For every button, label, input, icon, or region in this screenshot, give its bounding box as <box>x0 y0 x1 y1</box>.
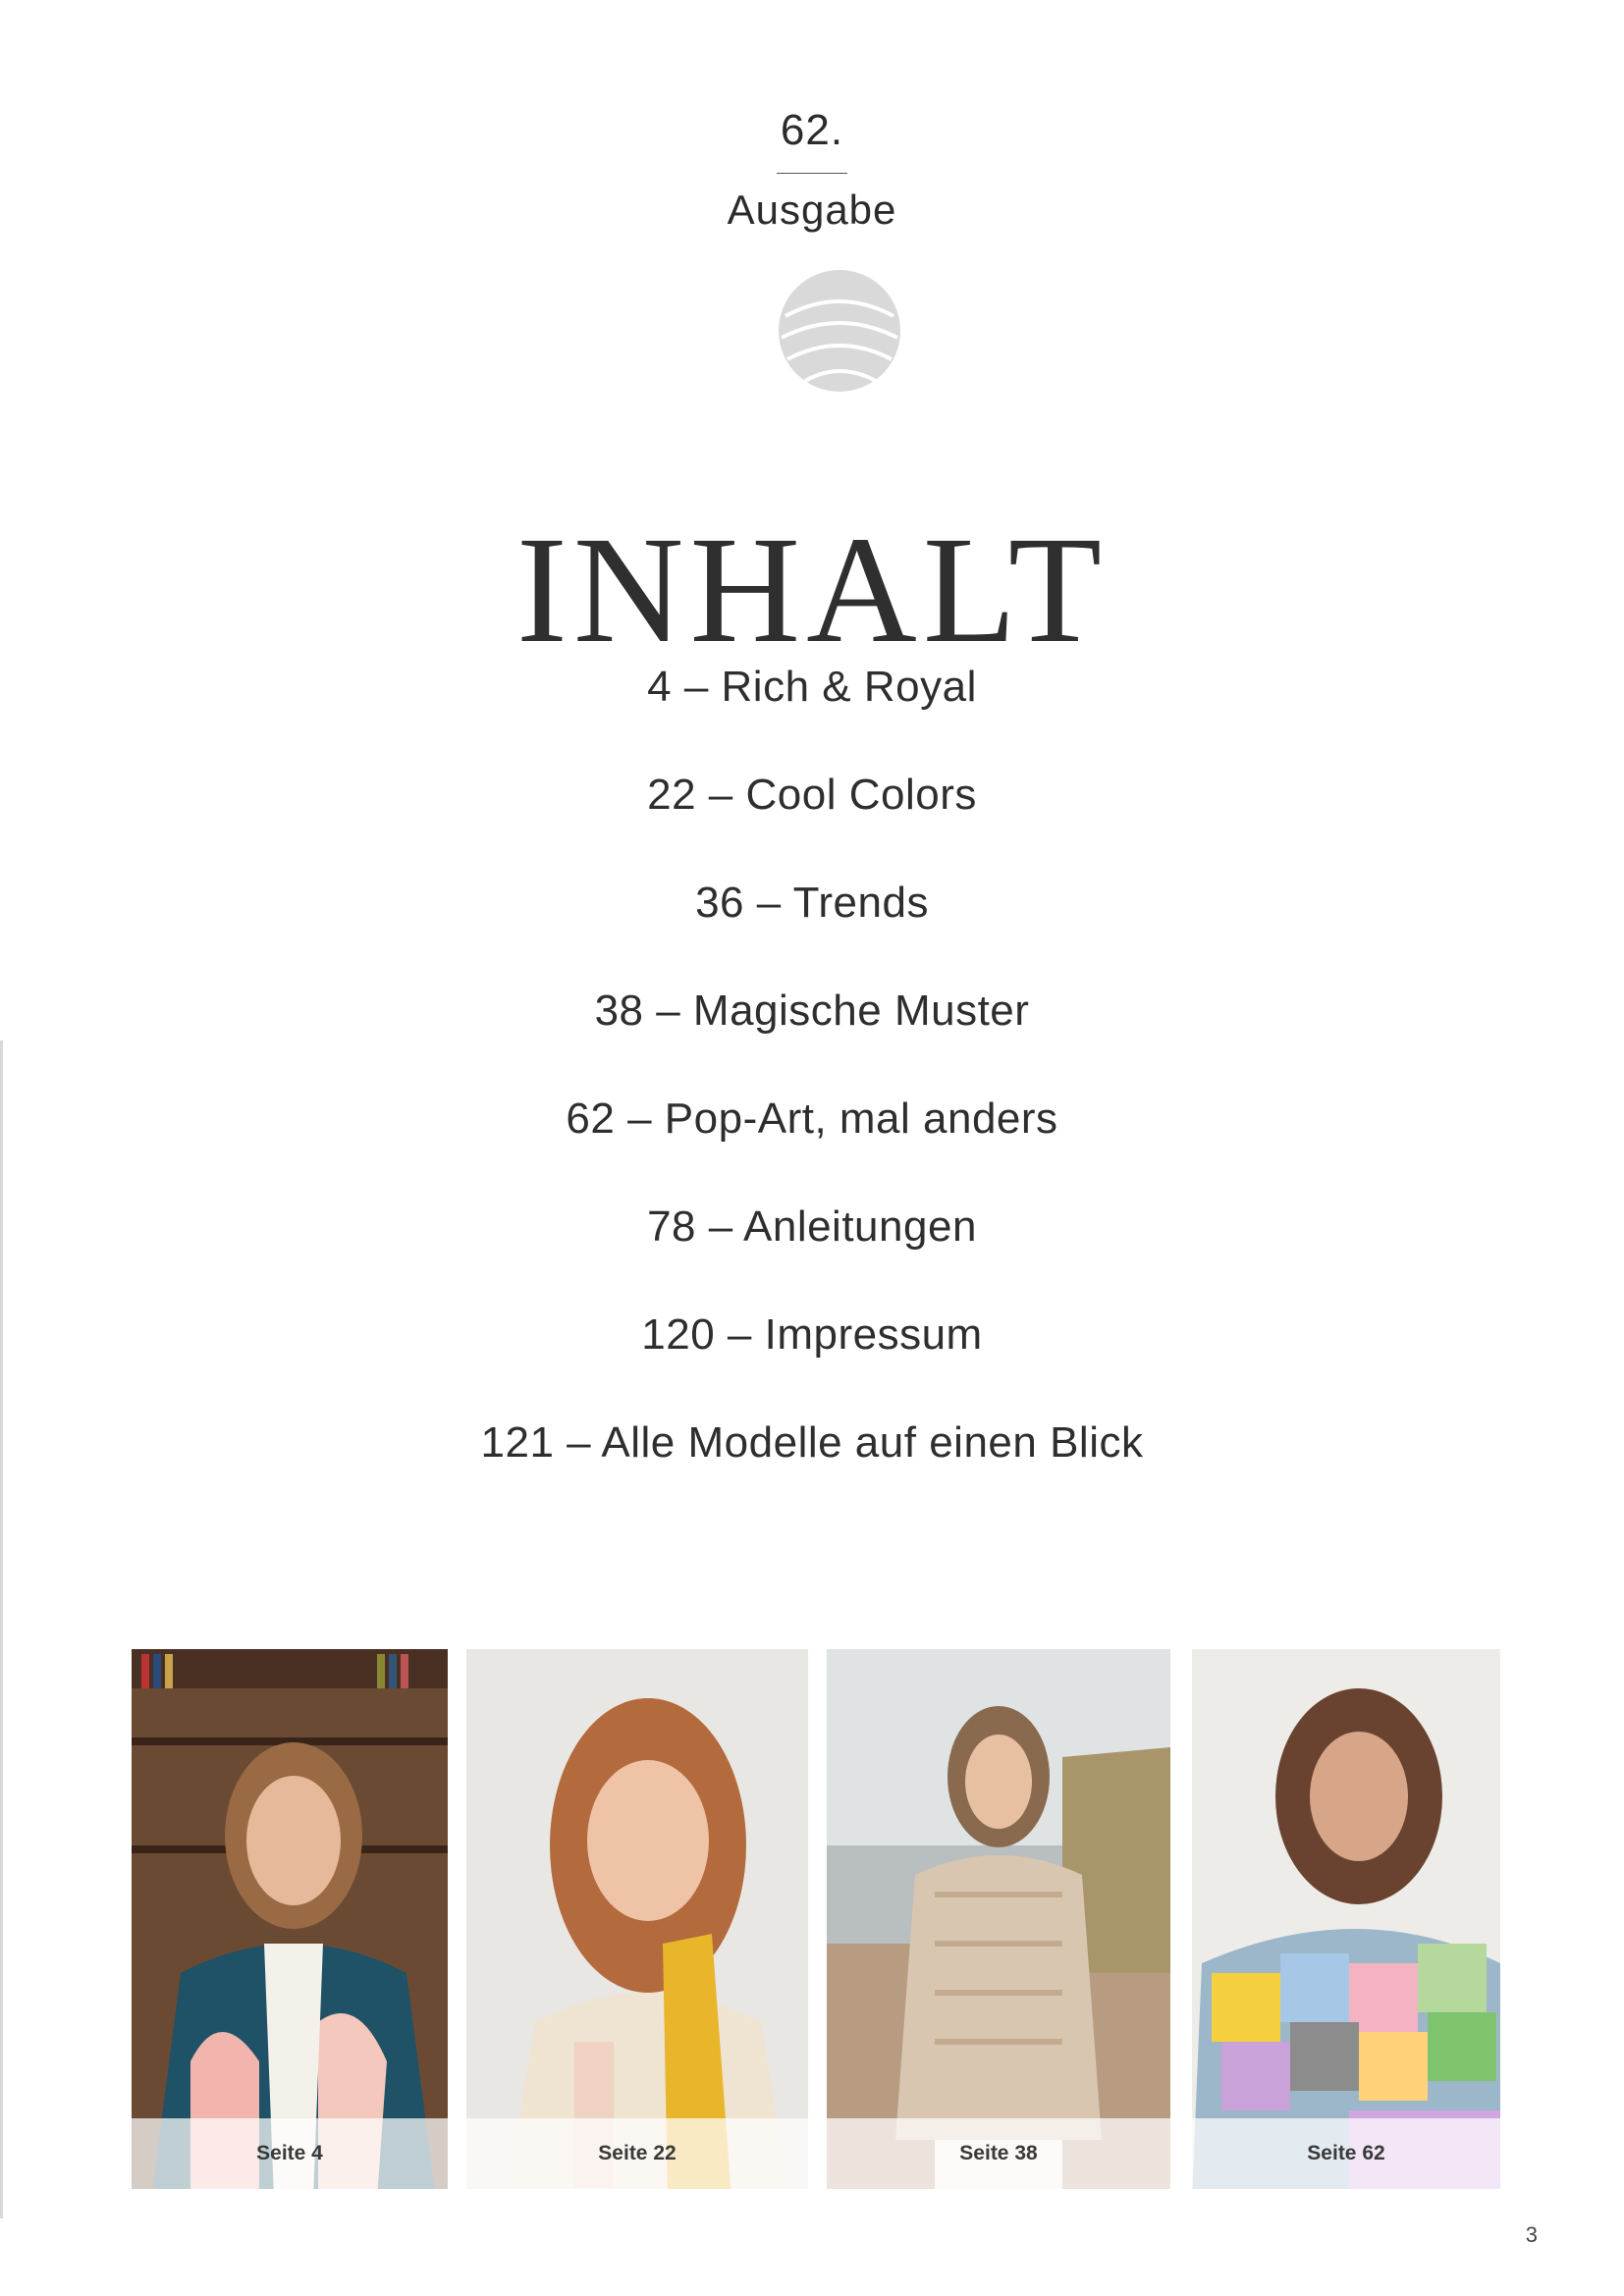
toc-item: 36 – Trends <box>695 879 929 927</box>
toc-item: 62 – Pop-Art, mal anders <box>566 1095 1058 1143</box>
toc-item: 120 – Impressum <box>641 1310 983 1359</box>
table-of-contents <box>0 656 1624 1520</box>
thumbnail-page-38 <box>827 1649 1170 2189</box>
page-title: INHALT <box>515 504 1109 674</box>
thumbnail-caption: Seite 22 <box>466 2118 808 2189</box>
issue-label: Ausgabe <box>727 187 897 233</box>
yarn-ball-icon <box>766 257 913 404</box>
photo-model-yellow-sleeve <box>466 1649 808 2189</box>
photo-model-cardigan <box>132 1649 448 2189</box>
lana-grossa-logo <box>766 257 913 404</box>
thumbnail-caption: Seite 4 <box>132 2118 448 2189</box>
toc-item: 78 – Anleitungen <box>647 1202 977 1251</box>
thumbnail-caption: Seite 38 <box>827 2118 1170 2189</box>
toc-item: 38 – Magische Muster <box>594 987 1030 1035</box>
issue-number: 62. <box>780 106 844 154</box>
photo-model-patchwork-sweater <box>1192 1649 1500 2189</box>
thumbnail-page-4 <box>132 1649 448 2189</box>
toc-item: 121 – Alle Modelle auf einen Blick <box>480 1418 1144 1467</box>
issue-divider <box>777 173 847 174</box>
page-number: 3 <box>1525 2222 1538 2247</box>
thumbnail-page-62 <box>1192 1649 1500 2189</box>
toc-item: 4 – Rich & Royal <box>647 663 977 711</box>
thumbnail-page-22 <box>466 1649 808 2189</box>
toc-item: 22 – Cool Colors <box>647 771 977 819</box>
photo-model-cable-knit <box>827 1649 1170 2189</box>
thumbnail-caption: Seite 62 <box>1192 2118 1500 2189</box>
